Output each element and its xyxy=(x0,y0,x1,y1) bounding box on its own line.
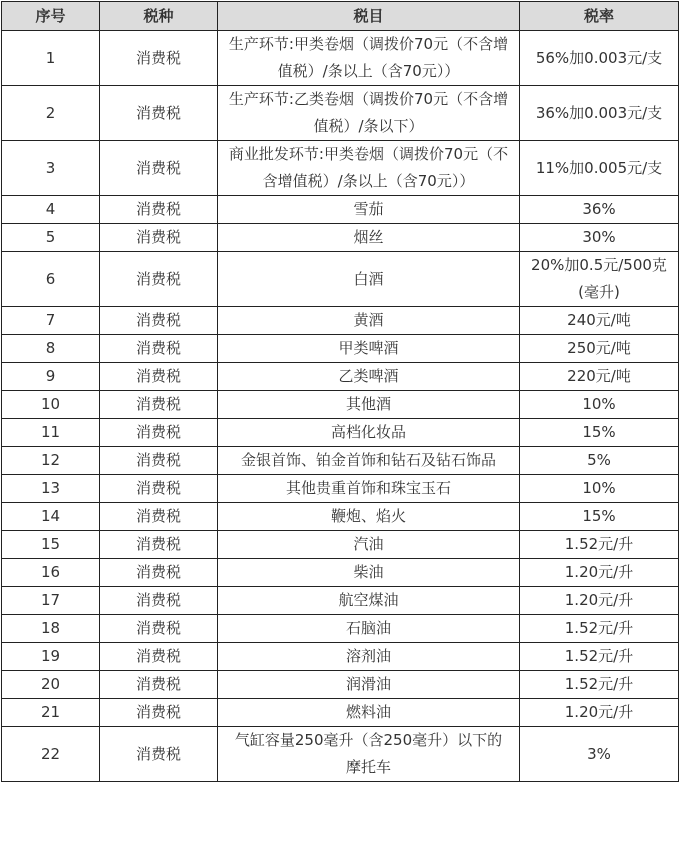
cell-tax-item: 鞭炮、焰火 xyxy=(218,503,520,531)
cell-tax-rate: 250元/吨 xyxy=(520,335,679,363)
cell-tax-type: 消费税 xyxy=(100,141,218,196)
cell-tax-rate: 1.20元/升 xyxy=(520,699,679,727)
cell-serial-number: 22 xyxy=(2,727,100,782)
cell-tax-rate: 10% xyxy=(520,391,679,419)
table-row xyxy=(2,307,679,335)
cell-serial-number: 20 xyxy=(2,671,100,699)
cell-tax-item: 黄酒 xyxy=(218,307,520,335)
cell-serial-number: 18 xyxy=(2,615,100,643)
table-row xyxy=(2,224,679,252)
cell-tax-type: 消费税 xyxy=(100,335,218,363)
cell-serial-number: 6 xyxy=(2,252,100,307)
cell-serial-number: 5 xyxy=(2,224,100,252)
header-tax-item: 税目 xyxy=(218,2,520,31)
header-tax-rate: 税率 xyxy=(520,2,679,31)
table-row xyxy=(2,699,679,727)
cell-tax-type: 消费税 xyxy=(100,727,218,782)
cell-serial-number: 13 xyxy=(2,475,100,503)
cell-tax-rate: 30% xyxy=(520,224,679,252)
cell-tax-rate: 1.20元/升 xyxy=(520,587,679,615)
table-row xyxy=(2,615,679,643)
cell-serial-number: 19 xyxy=(2,643,100,671)
cell-tax-rate: 240元/吨 xyxy=(520,307,679,335)
cell-tax-item: 金银首饰、铂金首饰和钻石及钻石饰品 xyxy=(218,447,520,475)
cell-serial-number: 3 xyxy=(2,141,100,196)
cell-tax-type: 消费税 xyxy=(100,643,218,671)
cell-serial-number: 9 xyxy=(2,363,100,391)
cell-tax-rate: 20%加0.5元/500克(毫升) xyxy=(520,252,679,307)
cell-tax-rate: 15% xyxy=(520,419,679,447)
table-body xyxy=(2,31,679,782)
table-row xyxy=(2,475,679,503)
cell-tax-rate: 1.52元/升 xyxy=(520,531,679,559)
cell-tax-rate: 1.52元/升 xyxy=(520,671,679,699)
cell-tax-type: 消费税 xyxy=(100,363,218,391)
cell-tax-rate: 1.52元/升 xyxy=(520,615,679,643)
table-row xyxy=(2,196,679,224)
cell-serial-number: 2 xyxy=(2,86,100,141)
cell-tax-type: 消费税 xyxy=(100,252,218,307)
cell-tax-item: 高档化妆品 xyxy=(218,419,520,447)
cell-tax-rate: 10% xyxy=(520,475,679,503)
cell-tax-rate: 56%加0.003元/支 xyxy=(520,31,679,86)
cell-tax-type: 消费税 xyxy=(100,615,218,643)
cell-tax-item: 商业批发环节:甲类卷烟（调拨价70元（不含增值税）/条以上（含70元）） xyxy=(218,141,520,196)
cell-serial-number: 1 xyxy=(2,31,100,86)
cell-serial-number: 14 xyxy=(2,503,100,531)
table-row xyxy=(2,31,679,86)
cell-tax-item: 气缸容量250毫升（含250毫升）以下的摩托车 xyxy=(218,727,520,782)
cell-tax-item: 雪茄 xyxy=(218,196,520,224)
cell-tax-item: 溶剂油 xyxy=(218,643,520,671)
cell-tax-type: 消费税 xyxy=(100,475,218,503)
cell-tax-type: 消费税 xyxy=(100,307,218,335)
cell-tax-type: 消费税 xyxy=(100,699,218,727)
cell-tax-item: 航空煤油 xyxy=(218,587,520,615)
cell-serial-number: 11 xyxy=(2,419,100,447)
cell-tax-item: 燃料油 xyxy=(218,699,520,727)
cell-tax-item: 柴油 xyxy=(218,559,520,587)
table-row xyxy=(2,559,679,587)
cell-tax-rate: 5% xyxy=(520,447,679,475)
table-row xyxy=(2,141,679,196)
cell-tax-item: 其他贵重首饰和珠宝玉石 xyxy=(218,475,520,503)
table-row xyxy=(2,727,679,782)
cell-serial-number: 17 xyxy=(2,587,100,615)
cell-tax-type: 消费税 xyxy=(100,196,218,224)
cell-tax-rate: 15% xyxy=(520,503,679,531)
cell-tax-rate: 1.20元/升 xyxy=(520,559,679,587)
cell-serial-number: 12 xyxy=(2,447,100,475)
cell-serial-number: 21 xyxy=(2,699,100,727)
table-row xyxy=(2,419,679,447)
cell-tax-type: 消费税 xyxy=(100,224,218,252)
cell-tax-type: 消费税 xyxy=(100,531,218,559)
table-row xyxy=(2,531,679,559)
cell-tax-item: 生产环节:甲类卷烟（调拨价70元（不含增值税）/条以上（含70元）） xyxy=(218,31,520,86)
cell-tax-item: 石脑油 xyxy=(218,615,520,643)
cell-serial-number: 8 xyxy=(2,335,100,363)
cell-tax-rate: 3% xyxy=(520,727,679,782)
cell-tax-type: 消费税 xyxy=(100,503,218,531)
cell-tax-rate: 1.52元/升 xyxy=(520,643,679,671)
table-row xyxy=(2,671,679,699)
cell-tax-item: 生产环节:乙类卷烟（调拨价70元（不含增值税）/条以下） xyxy=(218,86,520,141)
tax-rate-table xyxy=(1,1,679,782)
cell-tax-item: 其他酒 xyxy=(218,391,520,419)
table-header-row xyxy=(2,2,679,31)
cell-serial-number: 15 xyxy=(2,531,100,559)
cell-tax-item: 白酒 xyxy=(218,252,520,307)
cell-serial-number: 7 xyxy=(2,307,100,335)
cell-tax-type: 消费税 xyxy=(100,86,218,141)
cell-tax-type: 消费税 xyxy=(100,671,218,699)
cell-tax-type: 消费税 xyxy=(100,391,218,419)
table-row xyxy=(2,447,679,475)
cell-tax-type: 消费税 xyxy=(100,419,218,447)
table-row xyxy=(2,587,679,615)
cell-tax-rate: 220元/吨 xyxy=(520,363,679,391)
cell-tax-type: 消费税 xyxy=(100,447,218,475)
table-row xyxy=(2,86,679,141)
table-row xyxy=(2,252,679,307)
cell-tax-type: 消费税 xyxy=(100,31,218,86)
cell-tax-item: 乙类啤酒 xyxy=(218,363,520,391)
cell-serial-number: 10 xyxy=(2,391,100,419)
cell-tax-type: 消费税 xyxy=(100,559,218,587)
cell-serial-number: 16 xyxy=(2,559,100,587)
cell-tax-rate: 36%加0.003元/支 xyxy=(520,86,679,141)
cell-tax-item: 烟丝 xyxy=(218,224,520,252)
cell-tax-rate: 36% xyxy=(520,196,679,224)
cell-tax-item: 润滑油 xyxy=(218,671,520,699)
table-row xyxy=(2,363,679,391)
cell-tax-item: 汽油 xyxy=(218,531,520,559)
table-row xyxy=(2,391,679,419)
table-row xyxy=(2,643,679,671)
cell-tax-item: 甲类啤酒 xyxy=(218,335,520,363)
cell-tax-type: 消费税 xyxy=(100,587,218,615)
cell-serial-number: 4 xyxy=(2,196,100,224)
table-row xyxy=(2,503,679,531)
table-row xyxy=(2,335,679,363)
header-tax-type: 税种 xyxy=(100,2,218,31)
cell-tax-rate: 11%加0.005元/支 xyxy=(520,141,679,196)
header-serial-number: 序号 xyxy=(2,2,100,31)
